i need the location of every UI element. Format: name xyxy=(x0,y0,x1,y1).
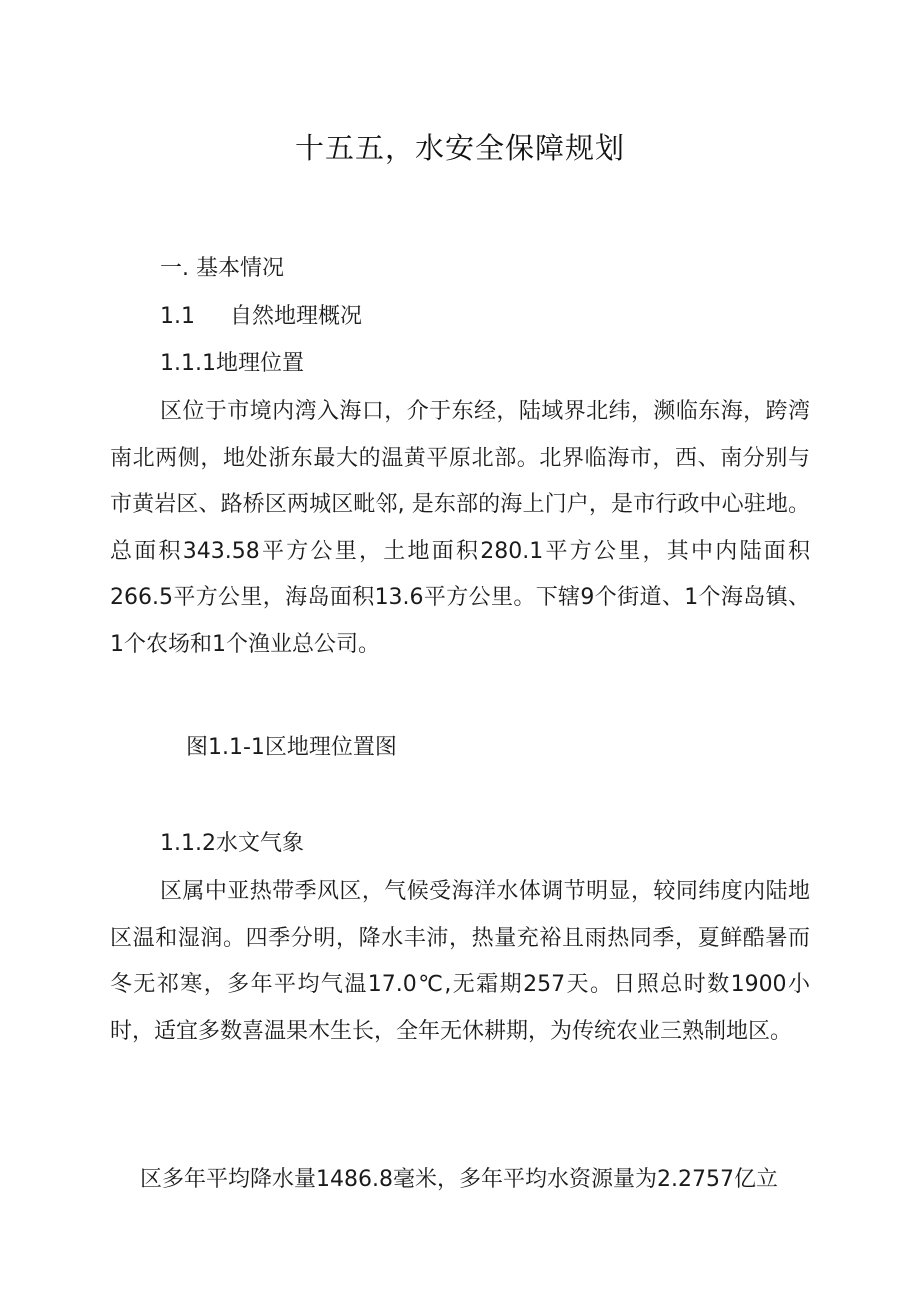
hydrology-heading: 1.1.2水文气象 xyxy=(160,831,304,856)
subsection-number: 1.1 xyxy=(160,304,195,329)
hydrology-paragraph: 区属中亚热带季风区，气候受海洋水体调节明显，较同纬度内陆地区温和湿润。四季分明，降水丰沛，热量充裕且雨热同季，夏鲜酷暑而冬无祁寒，多年平均气温17.0℃,无霜期257天。日照总时数1900小时，适宜多数喜温果木生长，全年无休耕期，为传统农业三熟制地区。 xyxy=(110,879,810,1044)
section-heading-basic-situation: 一. 基本情况 xyxy=(160,256,284,281)
subsection-title: 自然地理概况 xyxy=(230,304,363,329)
geographic-location-heading: 1.1.1地理位置 xyxy=(160,351,304,376)
precipitation-paragraph: 区多年平均降水量1486.8毫米，多年平均水资源量为2.2757亿立 xyxy=(140,1167,778,1192)
document-title: 十五五，水安全保障规划 xyxy=(294,131,625,165)
geographic-location-paragraph: 区位于市境内湾入海口，介于东经，陆域界北纬，濒临东海，跨湾南北两侧，地处浙东最大的温黄平原北部。北界临海市，西、南分别与市黄岩区、路桥区两城区毗邻, 是东部的海上门户，是市行政中心驻地。总面积343.58平方公里，土地面积280.1平方公里，其中内陆面积266.5平方公里，海岛面积13.6平方公里。下辖9个街道、1个海岛镇、1个农场和1个渔业总公司。 xyxy=(110,399,810,657)
figure-caption: 图1.1-1区地理位置图 xyxy=(186,735,397,760)
